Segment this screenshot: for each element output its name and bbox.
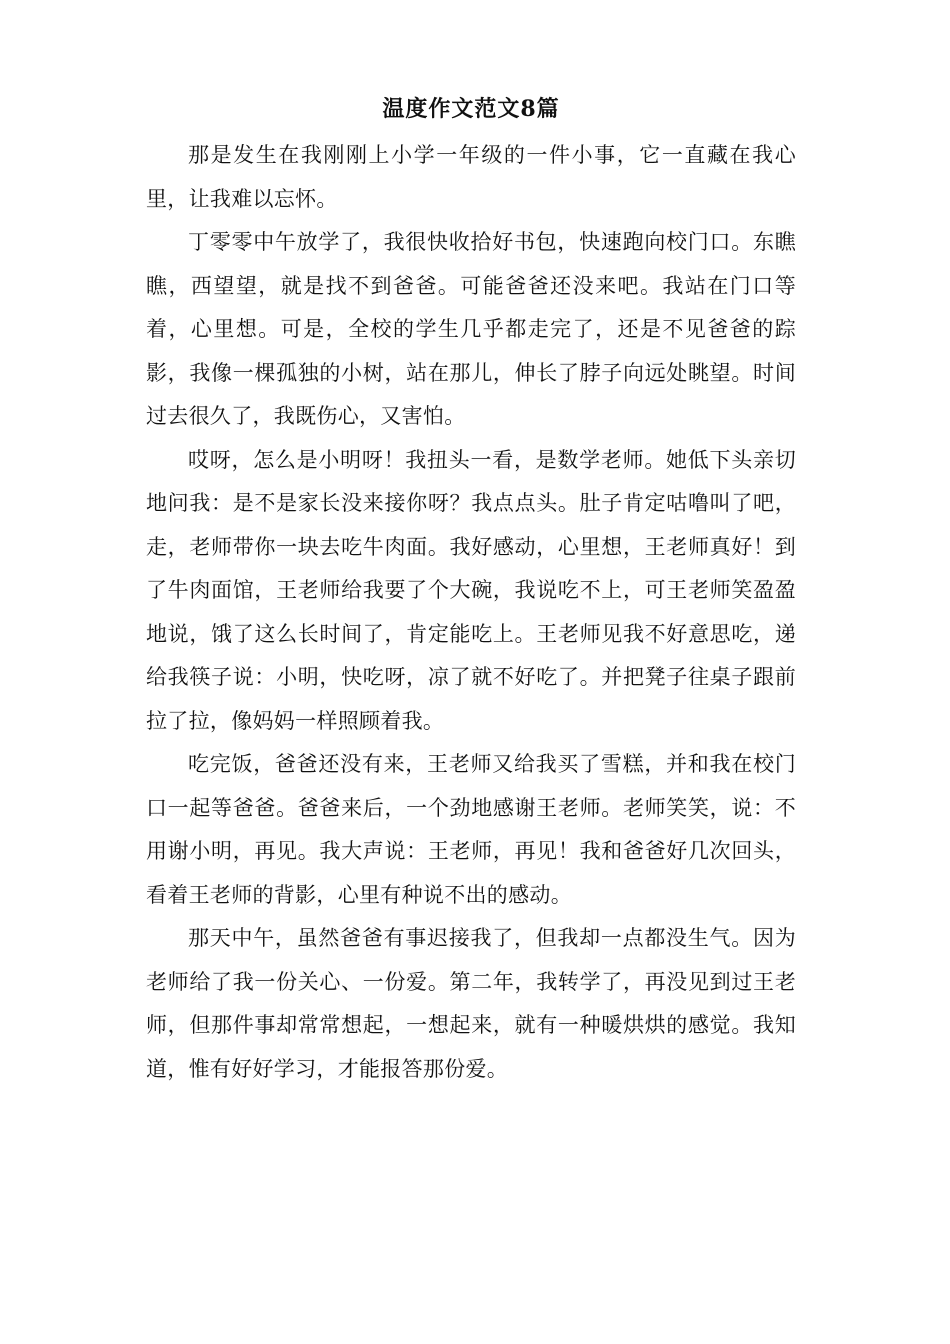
paragraph-2: 丁零零中午放学了，我很快收拾好书包，快速跑向校门口。东瞧瞧，西望望，就是找不到爸爸。可能爸爸还没来吧。我站在门口等着，心里想。可是，全校的学生几乎都走完了，还是不见爸爸的踪影，我像一棵孤独的小树，站在那儿，伸长了脖子向远处眺望。时间过去很久了，我既伤心，又害怕。	[146, 230, 796, 428]
paragraph-1: 那是发生在我刚刚上小学一年级的一件小事，它一直藏在我心里，让我难以忘怀。	[146, 143, 796, 211]
paragraph-4: 吃完饭，爸爸还没有来，王老师又给我买了雪糕，并和我在校门口一起等爸爸。爸爸来后，一个劲地感谢王老师。老师笑笑，说：不用谢小明，再见。我大声说：王老师，再见！我和爸爸好几次回头，看着王老师的背影，心里有种说不出的感动。	[146, 752, 796, 907]
document-title: 温度作文范文8篇	[382, 96, 560, 122]
document-page	[146, 86, 796, 1091]
paragraph-5: 那天中午，虽然爸爸有事迟接我了，但我却一点都没生气。因为老师给了我一份关心、一份爱。第二年，我转学了，再没见到过王老师，但那件事却常常想起，一想起来，就有一种暖烘烘的感觉。我知道，惟有好好学习，才能报答那份爱。	[146, 926, 796, 1081]
paragraph-3: 哎呀，怎么是小明呀！我扭头一看，是数学老师。她低下头亲切地问我：是不是家长没来接你呀？我点点头。肚子肯定咕噜叫了吧，走，老师带你一块去吃牛肉面。我好感动，心里想，王老师真好！到了牛肉面馆，王老师给我要了个大碗，我说吃不上，可王老师笑盈盈地说，饿了这么长时间了，肯定能吃上。王老师见我不好意思吃，递给我筷子说：小明，快吃呀，凉了就不好吃了。并把凳子往桌子跟前拉了拉，像妈妈一样照顾着我。	[146, 447, 796, 733]
